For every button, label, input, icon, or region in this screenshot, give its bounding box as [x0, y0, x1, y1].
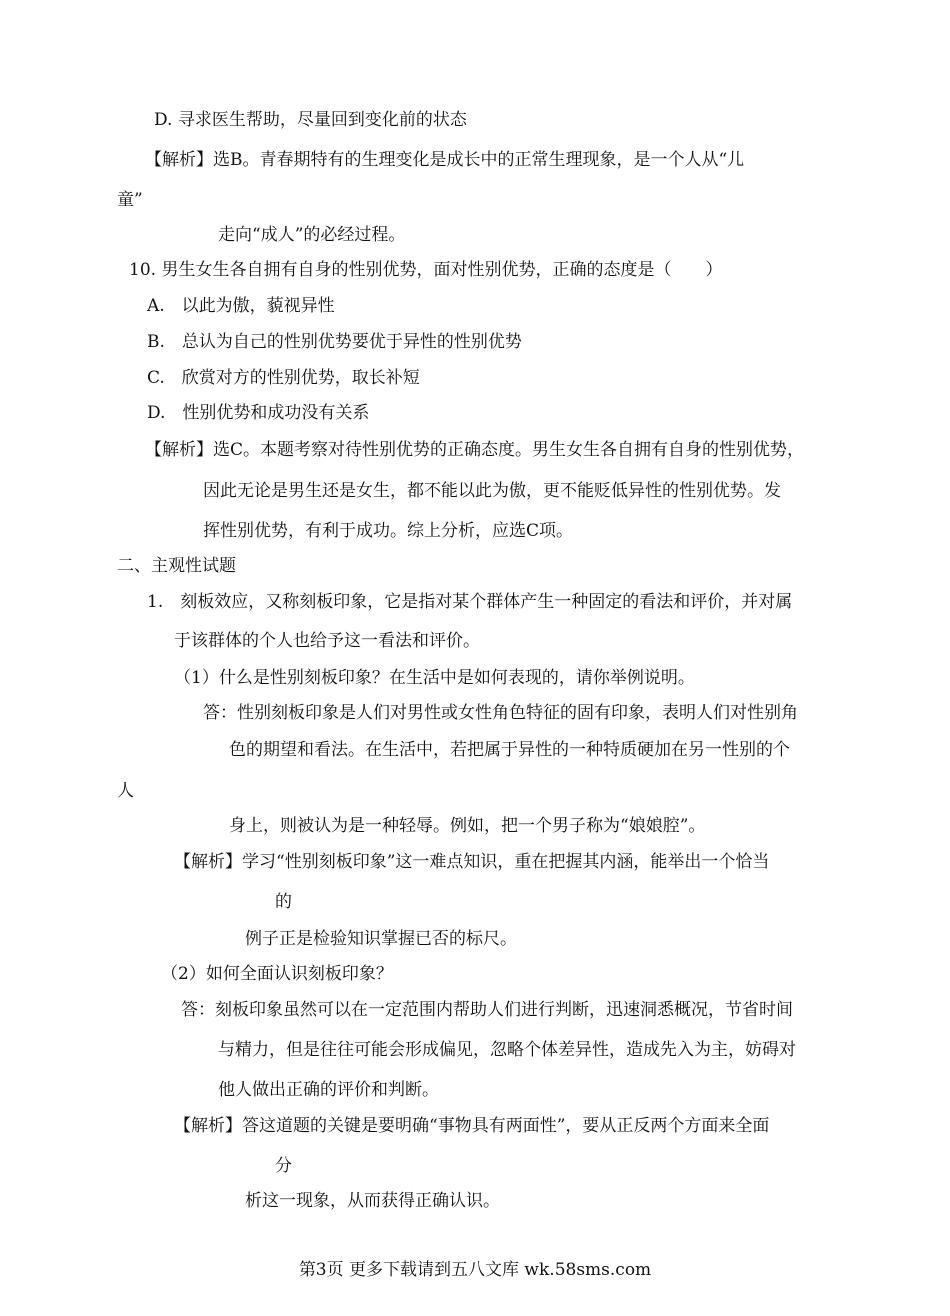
essay-1-part-2-question: （2）如何全面认识刻板印象？ [161, 964, 393, 984]
essay-1-stem-line-1: 1. 刻板效应，又称刻板印象，它是指对某个群体产生一种固定的看法和评价，并对属 [147, 592, 793, 612]
essay-1-part-1-answer-line-2: 色的期望和看法。在生活中，若把属于异性的一种特质硬加在另一性别的个 [229, 740, 790, 760]
essay-1-part-1-answer-line-4: 身上，则被认为是一种轻辱。例如，把一个男子称为“娘娘腔”。 [229, 816, 706, 836]
section-heading: 二、主观性试题 [117, 556, 236, 576]
essay-1-part-1-answer-line-3: 人 [117, 781, 134, 801]
page-footer: 第3页 更多下载请到五八文库 wk.58sms.com [298, 1260, 652, 1280]
essay-1-part-2-answer-line-2: 与精力，但是往往可能会形成偏见，忽略个体差异性，造成先入为主，妨碍对 [218, 1040, 796, 1060]
essay-1-part-1-question: （1）什么是性别刻板印象？在生活中是如何表现的，请你举例说明。 [174, 668, 695, 688]
essay-1-part-1-analysis-line-2: 的 [275, 892, 292, 912]
question-10-option-c: C. 欣赏对方的性别优势，取长补短 [147, 368, 420, 388]
essay-1-part-2-answer-line-3: 他人做出正确的评价和判断。 [218, 1080, 439, 1100]
question-10-option-b: B. 总认为自己的性别优势要优于异性的性别优势 [147, 332, 522, 352]
question-10-stem: 10. 男生女生各自拥有自身的性别优势，面对性别优势，正确的态度是（ ） [129, 260, 723, 280]
essay-1-stem-line-2: 于该群体的个人也给予这一看法和评价。 [174, 631, 480, 651]
question-9-analysis-line-3: 走向“成人”的必经过程。 [218, 225, 406, 245]
essay-1-part-1-answer-line-1: 答：性别刻板印象是人们对男性或女性角色特征的固有印象，表明人们对性别角 [203, 703, 798, 723]
question-10-analysis-line-1: 【解析】选C。本题考察对待性别优势的正确态度。男生女生各自拥有自身的性别优势， [145, 440, 805, 460]
essay-1-part-1-analysis-line-1: 【解析】学习“性别刻板印象”这一难点知识，重在把握其内涵，能举出一个恰当 [174, 852, 770, 872]
question-9-analysis-line-2: 童” [117, 190, 143, 210]
essay-1-part-2-analysis-line-2: 分 [275, 1156, 292, 1176]
essay-1-part-2-analysis-line-3: 析这一现象，从而获得正确认识。 [245, 1191, 500, 1211]
essay-1-part-2-answer-line-1: 答：刻板印象虽然可以在一定范围内帮助人们进行判断，迅速洞悉概况，节省时间 [181, 1000, 793, 1020]
question-10-analysis-line-3: 挥性别优势，有利于成功。综上分析，应选C项。 [203, 521, 574, 541]
essay-1-part-1-analysis-line-3: 例子正是检验知识掌握已否的标尺。 [245, 929, 517, 949]
question-10-option-a: A. 以此为傲，藐视异性 [147, 296, 335, 316]
essay-1-part-2-analysis-line-1: 【解析】答这道题的关键是要明确“事物具有两面性”，要从正反两个方面来全面 [174, 1116, 770, 1136]
question-9-analysis-line-1: 【解析】选B。青春期特有的生理变化是成长中的正常生理现象，是一个人从“儿 [145, 150, 745, 170]
question-10-analysis-line-2: 因此无论是男生还是女生，都不能以此为傲，更不能贬低异性的性别优势。发 [203, 481, 781, 501]
question-9-option-d: D. 寻求医生帮助，尽量回到变化前的状态 [154, 110, 467, 130]
question-10-option-d: D. 性别优势和成功没有关系 [147, 403, 370, 423]
